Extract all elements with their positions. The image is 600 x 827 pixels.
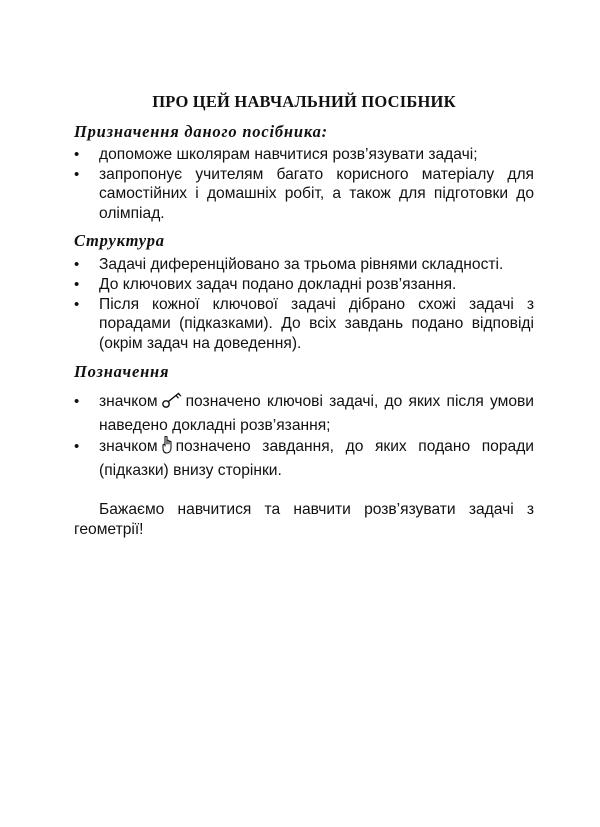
key-icon [161,391,183,415]
notation-text-before: значком [99,438,158,456]
list-item: • допоможе школярам навчитися розв’язувати задачі; [74,145,534,165]
list-item: • Задачі диференційовано за трьома рівнями складності. [74,255,534,275]
list-item: • Після кожної ключової задачі дібрано схожі задачі з порадами (підказками). До всіх завдань подано відповіді (окрім задач на доведення). [74,295,534,354]
closing-paragraph: Бажаємо навчитися та навчити розв’язувати задачі з геометрії! [74,501,534,539]
purpose-heading: Призначення даного посібника: [74,122,328,141]
structure-heading: Структура [74,231,165,251]
purpose-list [74,145,534,223]
page-title: ПРО ЦЕЙ НАВЧАЛЬНИЙ ПОСІБНИК [152,92,456,111]
notation-text-after: позначено ключові задачі, до яких після умови наведено докладні розв’язання; [99,393,534,435]
structure-list [74,255,534,353]
list-item [74,391,534,436]
notation-list [74,391,534,481]
notation-heading: Позначення [74,362,170,382]
list-item: • До ключових задач подано докладні розв’язання. [74,275,534,295]
notation-text-after: позначено завдання, до яких подано поради (підказки) внизу сторінки. [99,438,534,480]
list-item [74,436,534,481]
document-body [74,92,534,556]
notation-text-before: значком [99,393,158,411]
pointing-hand-icon [161,436,173,460]
list-item: • запропонує учителям багато корисного матеріалу для самостійних і домашніх робіт, а також для підготовки до олімпіад. [74,165,534,224]
